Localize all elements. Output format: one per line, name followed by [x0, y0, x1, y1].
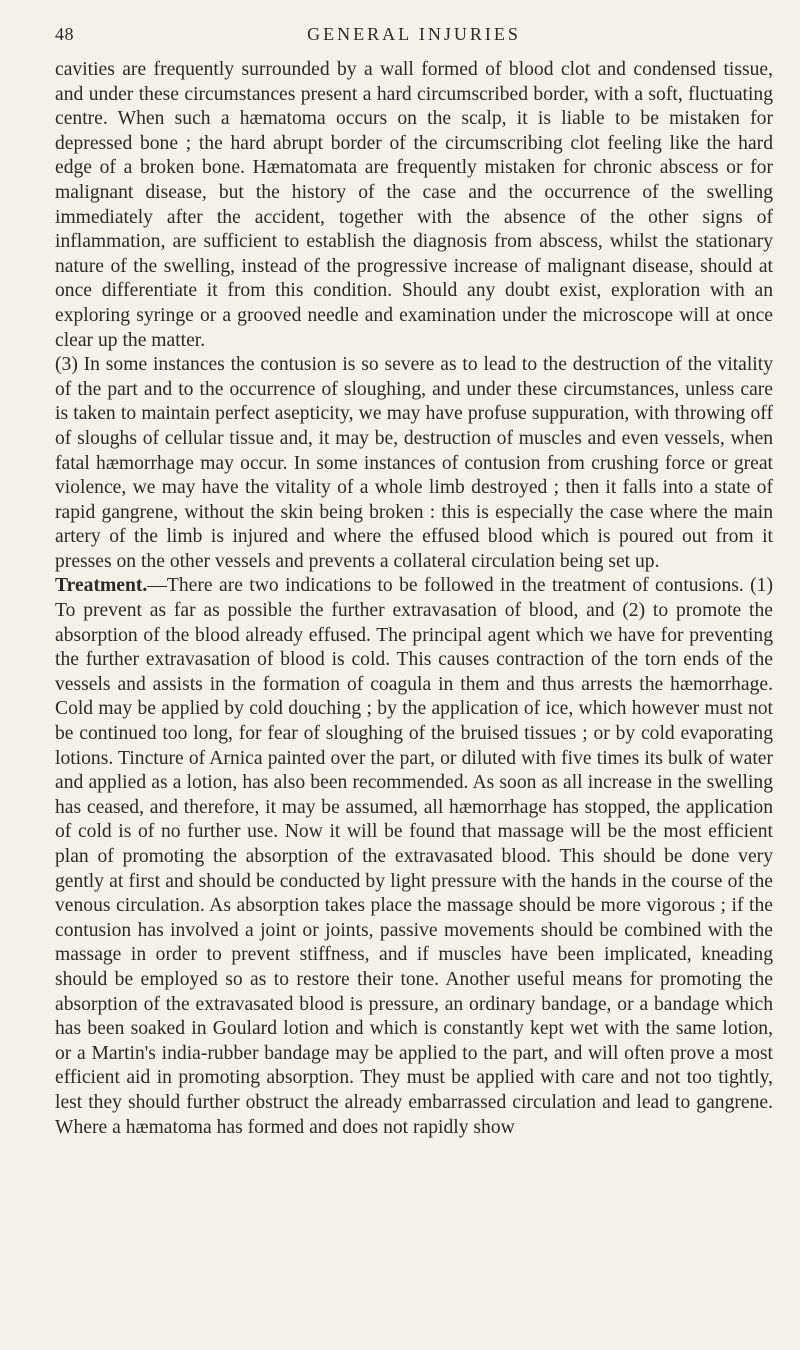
running-head: GENERAL INJURIES	[307, 24, 521, 44]
paragraph-treatment	[55, 574, 773, 1140]
treatment-text: —There are two indications to be followed in the treatment of contusions. (1) To prevent as far as possible the further extravasation of blood, and (2) to promote the absorption of the blood already effused. The principal agent which we have for preventing the further extravasation of blood is cold. This causes contraction of the torn ends of the vessels and assists in the formation of coagula in them and thus arrests the hæmorrhage. Cold may be applied by cold douching ; by the application of ice, which however must not be continued too long, for fear of sloughing of the bruised tissues ; or by cold evaporating lotions. Tincture of Arnica painted over the part, or diluted with five times its bulk of water and applied as a lotion, has also been recommended. As soon as all increase in the swelling has ceased, and therefore, it may be assumed, all hæmorrhage has stopped, the application of cold is of no further use. Now it will be found that massage will be the most efficient plan of promoting the absorption of the extravasated blood. This should be done very gently at first and should be conducted by light pressure with the hands in the course of the venous circulation. As absorption takes place the massage should be more vigorous ; if the contusion has involved a joint or joints, passive movements should be combined with the massage in order to prevent stiffness, and if muscles have been implicated, kneading should be employed so as to restore their tone. Another useful means for promoting the absorption of the extravasated blood is pressure, an ordinary bandage, or a bandage which has been soaked in Goulard lotion and which is constantly kept wet with the same lotion, or a Martin's india-rubber bandage may be applied to the part, and will often prove a most efficient aid in promoting absorption. They must be applied with care and not too tightly, lest they should further obstruct the already embarrassed circulation and lead to gangrene. Where a hæmatoma has formed and does not rapidly show	[55, 575, 773, 1138]
treatment-heading: Treatment.	[55, 575, 148, 597]
paragraph-continuation: cavities are frequently surrounded by a wall formed of blood clot and condensed tissue, and under these circumstances present a hard circumscribed border, with a soft, fluctuating centre. When such a hæmatoma occurs on the scalp, it is liable to be mistaken for depressed bone ; the hard abrupt border of the circumscribing clot feeling like the hard edge of a broken bone. Hæmatomata are frequently mistaken for chronic abscess or for malignant disease, but the history of the case and the occurrence of the swelling immediately after the accident, together with the absence of the other signs of inflammation, are sufficient to establish the diagnosis from abscess, whilst the stationary nature of the swelling, instead of the progressive increase of malignant disease, should at once differentiate it from this condition. Should any doubt exist, exploration with an exploring syringe or a grooved needle and examination under the microscope will at once clear up the matter.	[55, 59, 773, 351]
book-page	[55, 18, 773, 1140]
page-header	[55, 18, 773, 58]
page-body	[55, 58, 773, 1140]
page-number: 48	[55, 24, 74, 44]
paragraph-severe-contusion: (3) In some instances the contusion is so severe as to lead to the destruction of the vitality of the part and to the occurrence of sloughing, and under these circumstances, unless care is taken to maintain perfect asepticity, we may have profuse suppuration, with throwing off of sloughs of cellular tissue and, it may be, destruction of muscles and even vessels, when fatal hæmorrhage may occur. In some instances of contusion from crushing force or great violence, we may have the vitality of a whole limb destroyed ; then it falls into a state of rapid gangrene, without the skin being broken : this is especially the case where the main artery of the limb is injured and where the effused blood which is poured out from it presses on the other vessels and prevents a collateral circulation being set up.	[55, 354, 773, 572]
